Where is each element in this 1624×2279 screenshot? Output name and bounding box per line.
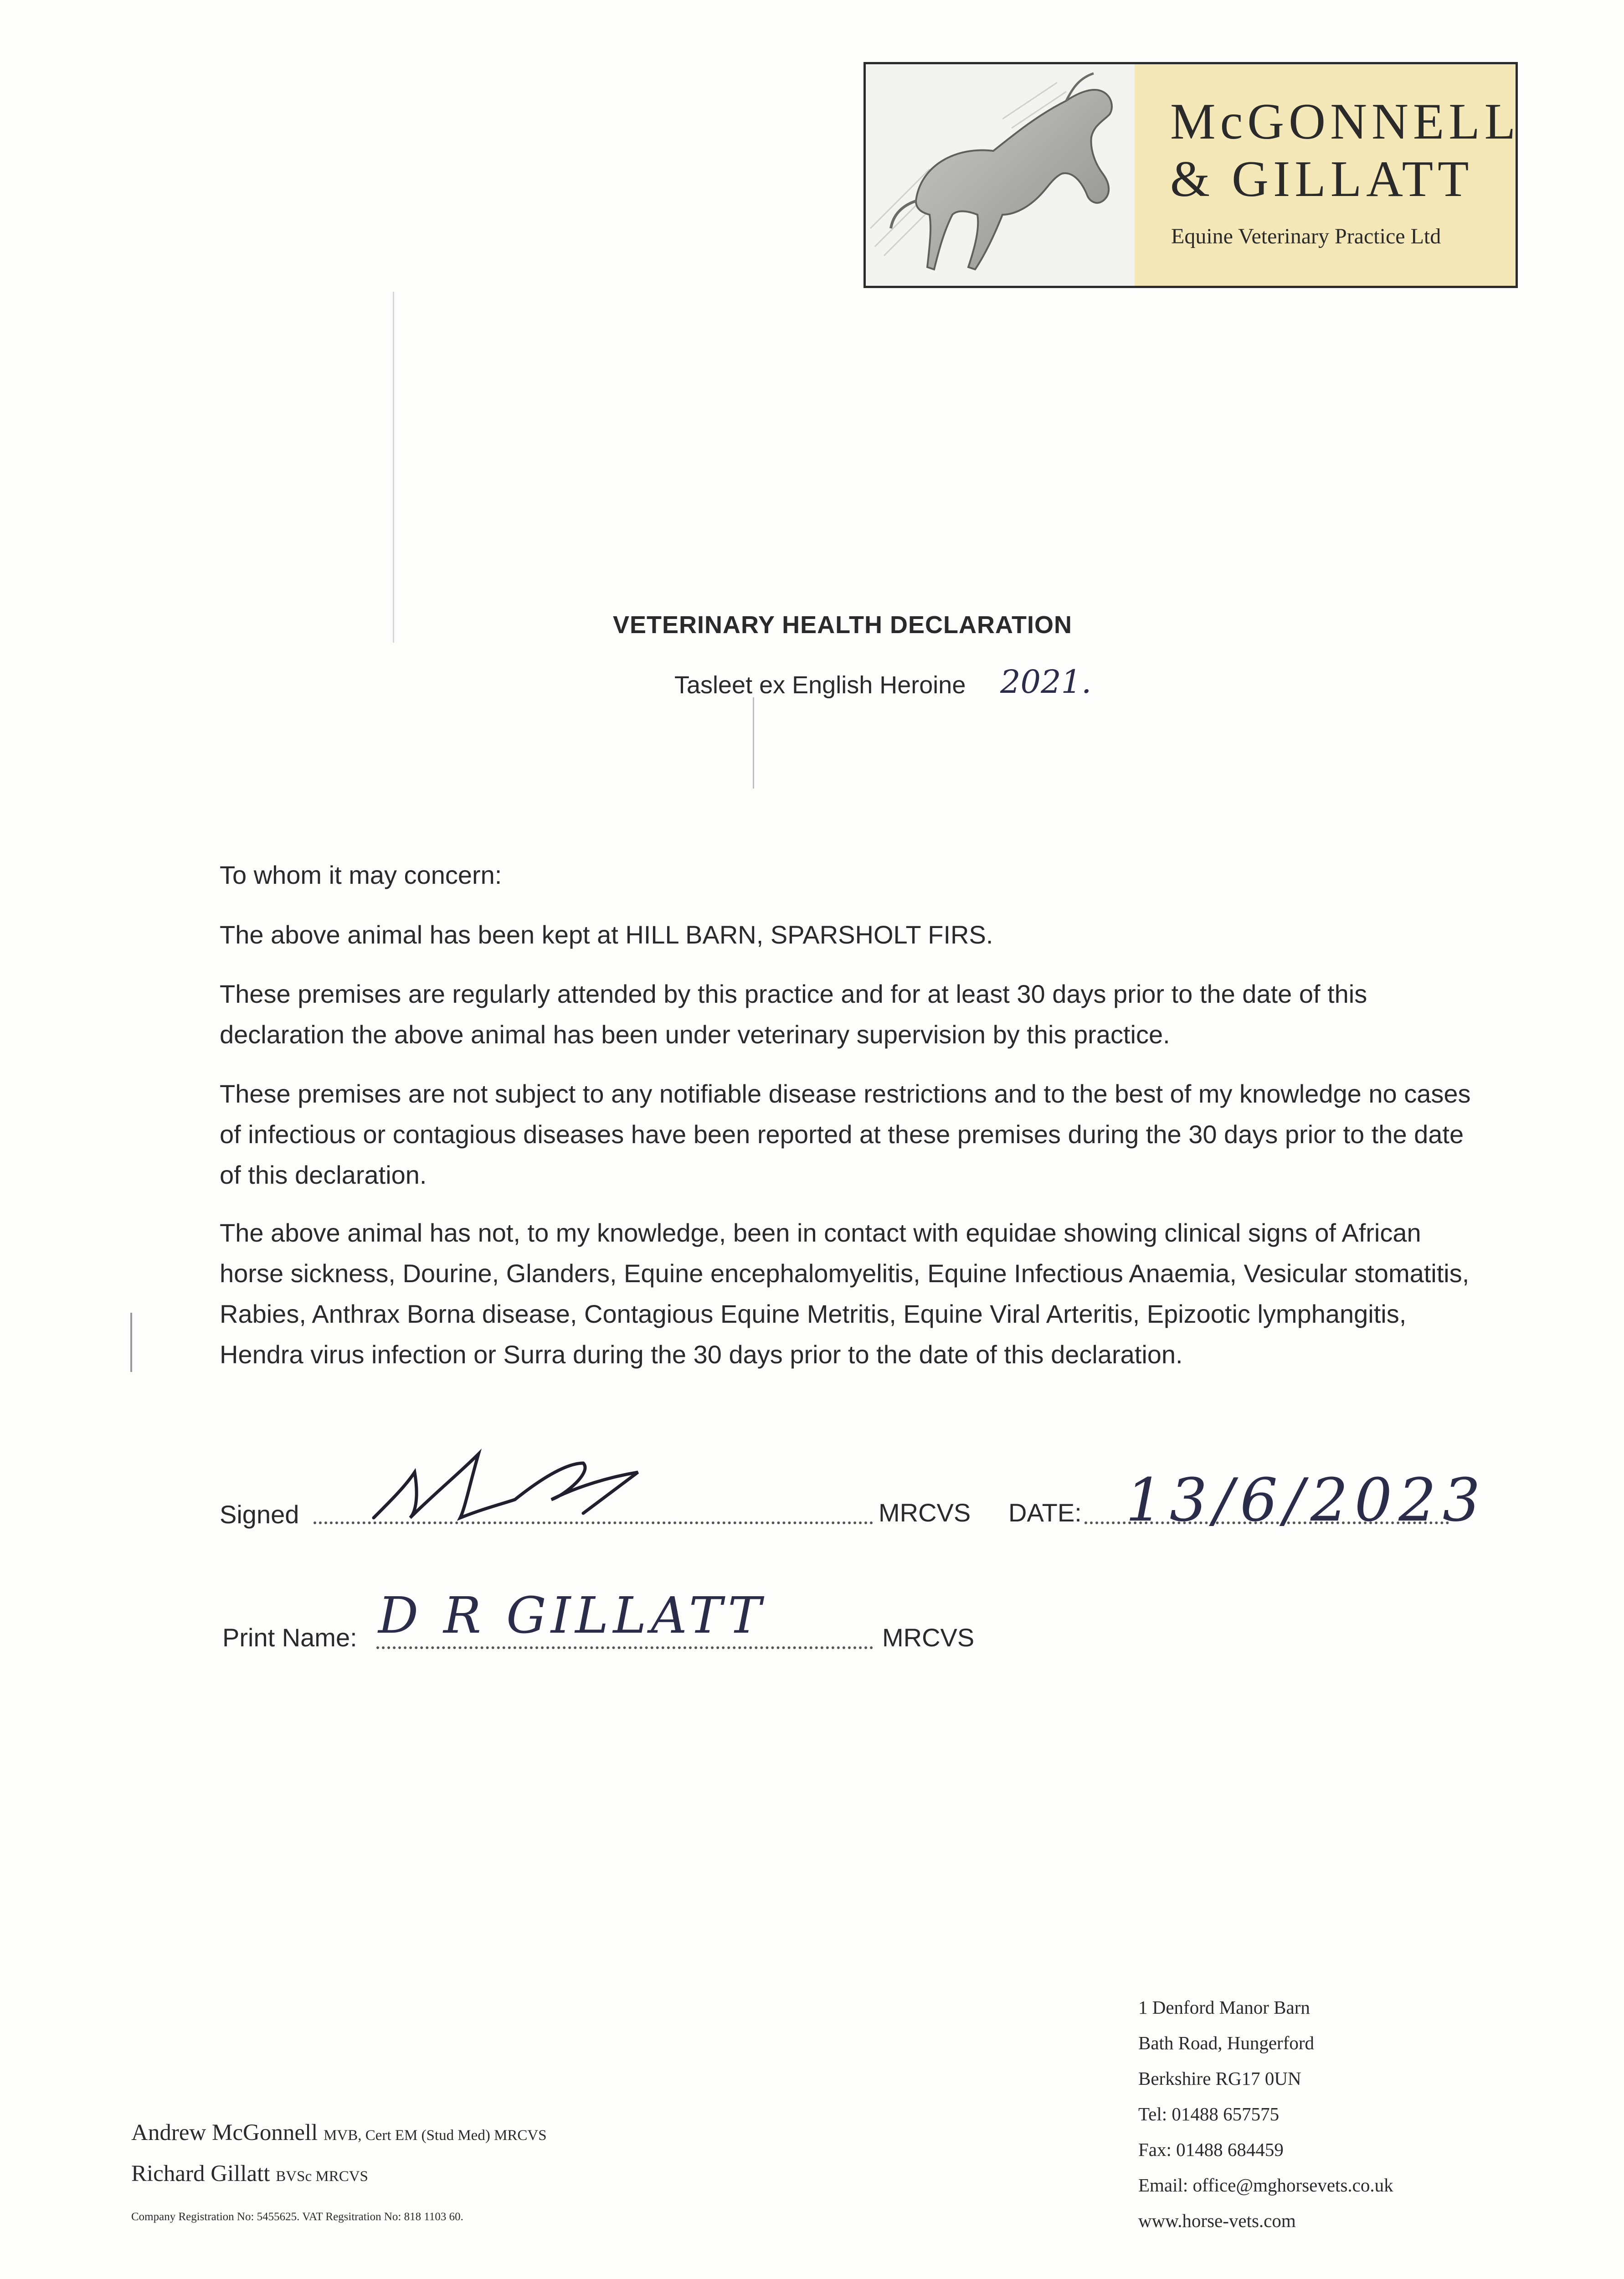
paragraph-1: The above animal has been kept at HILL BARN, SPARSHOLT FIRS. — [220, 920, 993, 949]
company-name-line2: & GILLATT — [1170, 151, 1474, 207]
print-name-label: Print Name: — [222, 1623, 357, 1652]
website: www.horse-vets.com — [1138, 2210, 1296, 2231]
address-line: Berkshire RG17 0UN — [1138, 2068, 1301, 2089]
practice-address — [1138, 1990, 1393, 2238]
email-address: Email: office@mghorsevets.co.uk — [1138, 2175, 1393, 2196]
partner-qualifications: BVSc MRCVS — [276, 2168, 368, 2185]
phone-number: Tel: 01488 657575 — [1138, 2104, 1280, 2124]
partner-name: Richard Gillatt — [131, 2161, 270, 2186]
print-name-mrcvs-suffix: MRCVS — [882, 1623, 975, 1652]
company-registration: Company Registration No: 5455625. VAT Regsitration No: 818 1103 60. — [131, 2211, 463, 2223]
logo-text-panel — [1135, 64, 1521, 286]
document-title: VETERINARY HEALTH DECLARATION — [613, 611, 1073, 639]
print-name-line — [376, 1646, 873, 1649]
greeting: To whom it may concern: — [220, 861, 502, 889]
signed-mrcvs-suffix: MRCVS — [879, 1498, 971, 1527]
address-line: 1 Denford Manor Barn — [1138, 1997, 1310, 2018]
paragraph-3: These premises are not subject to any notifiable disease restrictions and to the best of my knowledge no cases of infectious or contagious diseases have been reported at these premises during the 30 days prior to the date of this declaration. — [220, 1079, 1471, 1189]
partner-andrew-mcgonnell — [131, 2119, 547, 2146]
company-name-line1: McGONNELL — [1170, 93, 1521, 150]
animal-name — [674, 671, 966, 699]
scan-artifact-line — [753, 697, 754, 789]
fax-number: Fax: 01488 684459 — [1138, 2139, 1284, 2160]
date-handwritten: 13/6/2023 — [1125, 1465, 1487, 1535]
date-label: DATE: — [1008, 1498, 1082, 1527]
horse-sketch-image — [866, 64, 1135, 286]
scan-artifact-line — [393, 292, 394, 643]
letterhead-logo — [863, 62, 1521, 288]
print-name-handwritten: D R GILLATT — [378, 1586, 766, 1645]
signed-label: Signed — [220, 1500, 299, 1529]
paragraph-4: The above animal has not, to my knowledge, been in contact with equidae showing clinical signs of African horse sickness, Dourine, Glanders, Equine encephalomyelitis, Equine Infectious Anaemia, Vesicular stomatitis, Rabies, Anthrax Borna disease, Contagious Equine Metritis, Equine Viral Arteritis, Epizootic lymphangitis, Hendra virus infection or Surra during the 30 days prior to the date of this declaration. — [220, 1218, 1470, 1369]
partner-name: Andrew McGonnell — [131, 2120, 318, 2145]
signature-image — [365, 1445, 693, 1531]
partner-richard-gillatt — [131, 2160, 368, 2187]
partner-qualifications: MVB, Cert EM (Stud Med) MRCVS — [324, 2127, 547, 2144]
address-line: Bath Road, Hungerford — [1138, 2032, 1314, 2053]
animal-name-text: Tasleet ex English Heroine — [674, 671, 966, 699]
scan-artifact-line — [130, 1313, 132, 1372]
paragraph-2: These premises are regularly attended by this practice and for at least 30 days prior to the date of this declaration the above animal has been under veterinary supervision by this practice. — [220, 980, 1367, 1049]
handwritten-year: 2021. — [1000, 663, 1092, 701]
company-tagline: Equine Veterinary Practice Ltd — [1171, 224, 1441, 248]
